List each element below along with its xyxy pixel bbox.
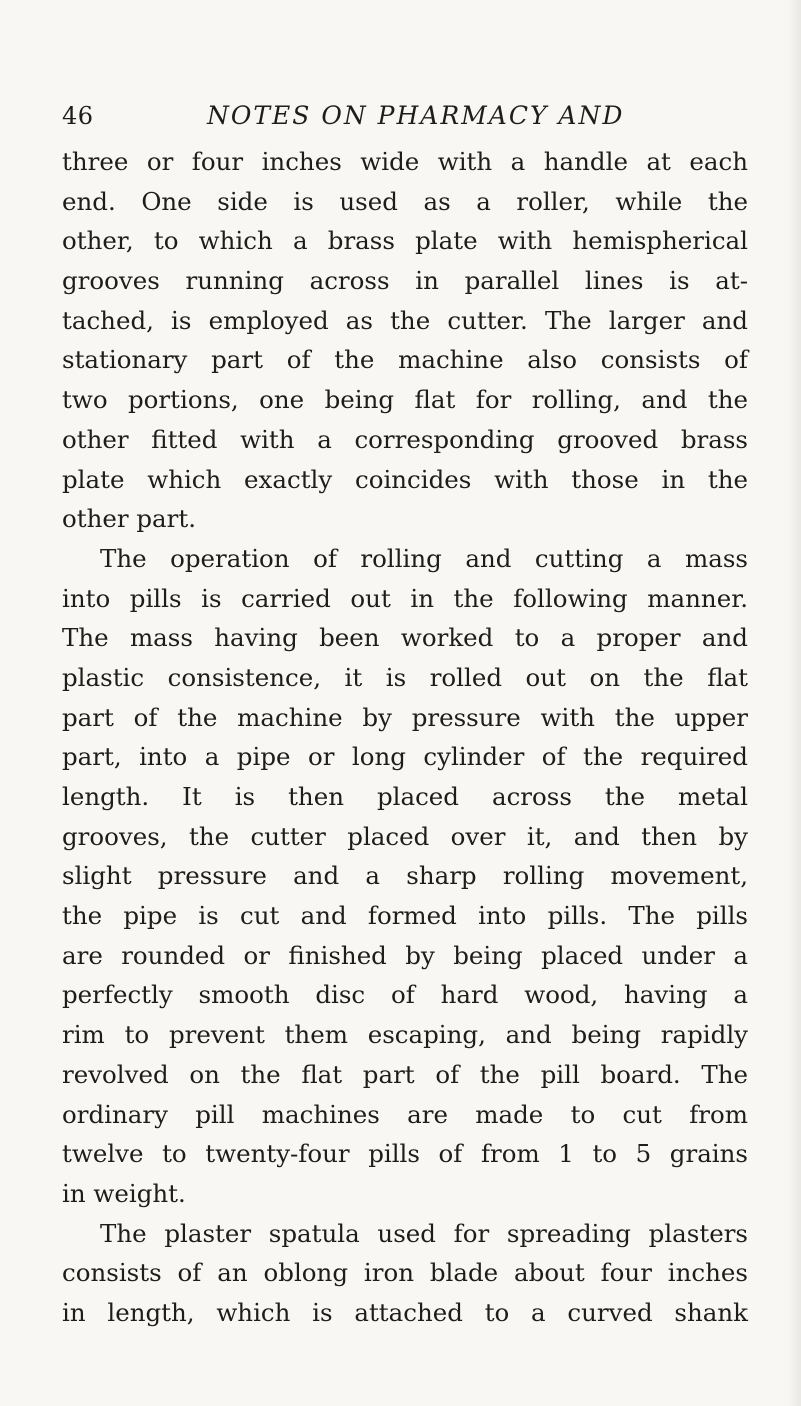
text-line: twelve to twenty-four pills of from 1 to 5 grains — [62, 1139, 748, 1169]
text-line: stationary part of the machine also consists of — [62, 345, 748, 375]
running-head-title: NOTES ON PHARMACY AND — [207, 101, 625, 130]
page-edge-shadow — [787, 0, 801, 1406]
text-line: plate which exactly coincides with those in the — [62, 464, 748, 494]
text-line: grooves running across in parallel lines is at- — [62, 266, 748, 296]
text-line: in weight. — [62, 1178, 186, 1208]
text-line: ordinary pill machines are made to cut from — [62, 1099, 748, 1129]
text-line: into pills is carried out in the following manner. — [62, 583, 748, 613]
text-line: end. One side is used as a roller, while the — [62, 186, 748, 216]
text-line: two portions, one being flat for rolling, and the — [62, 385, 748, 415]
text-line: part, into a pipe or long cylinder of the required — [62, 742, 748, 772]
text-line: tached, is employed as the cutter. The larger and — [62, 305, 748, 335]
text-line: The operation of rolling and cutting a mass — [100, 543, 748, 573]
text-line: the pipe is cut and formed into pills. The pills — [62, 901, 748, 931]
text-line: perfectly smooth disc of hard wood, having a — [62, 980, 748, 1010]
text-line: grooves, the cutter placed over it, and then by — [62, 821, 748, 851]
text-line: revolved on the flat part of the pill board. The — [62, 1059, 748, 1089]
text-line: are rounded or finished by being placed under a — [62, 940, 748, 970]
text-line: rim to prevent them escaping, and being rapidly — [62, 1020, 748, 1050]
text-line: three or four inches wide with a handle at each — [62, 147, 748, 176]
text-line: The mass having been worked to a proper and — [62, 623, 748, 653]
page-number: 46 — [62, 102, 94, 130]
text-line: other, to which a brass plate with hemispherical — [62, 226, 748, 256]
text-line: slight pressure and a sharp rolling movement, — [62, 861, 748, 891]
text-line: plastic consistence, it is rolled out on the flat — [62, 662, 748, 692]
text-line: in length, which is attached to a curved shank — [62, 1297, 748, 1327]
body-text — [62, 142, 748, 1333]
text-line: part of the machine by pressure with the upper — [62, 702, 748, 732]
text-line: The plaster spatula used for spreading plasters — [100, 1218, 748, 1248]
text-line: length. It is then placed across the metal — [62, 782, 748, 811]
running-head — [62, 101, 748, 137]
text-line: other fitted with a corresponding grooved brass — [62, 424, 748, 454]
text-line: other part. — [62, 504, 197, 534]
text-line: consists of an oblong iron blade about four inches — [62, 1258, 748, 1288]
